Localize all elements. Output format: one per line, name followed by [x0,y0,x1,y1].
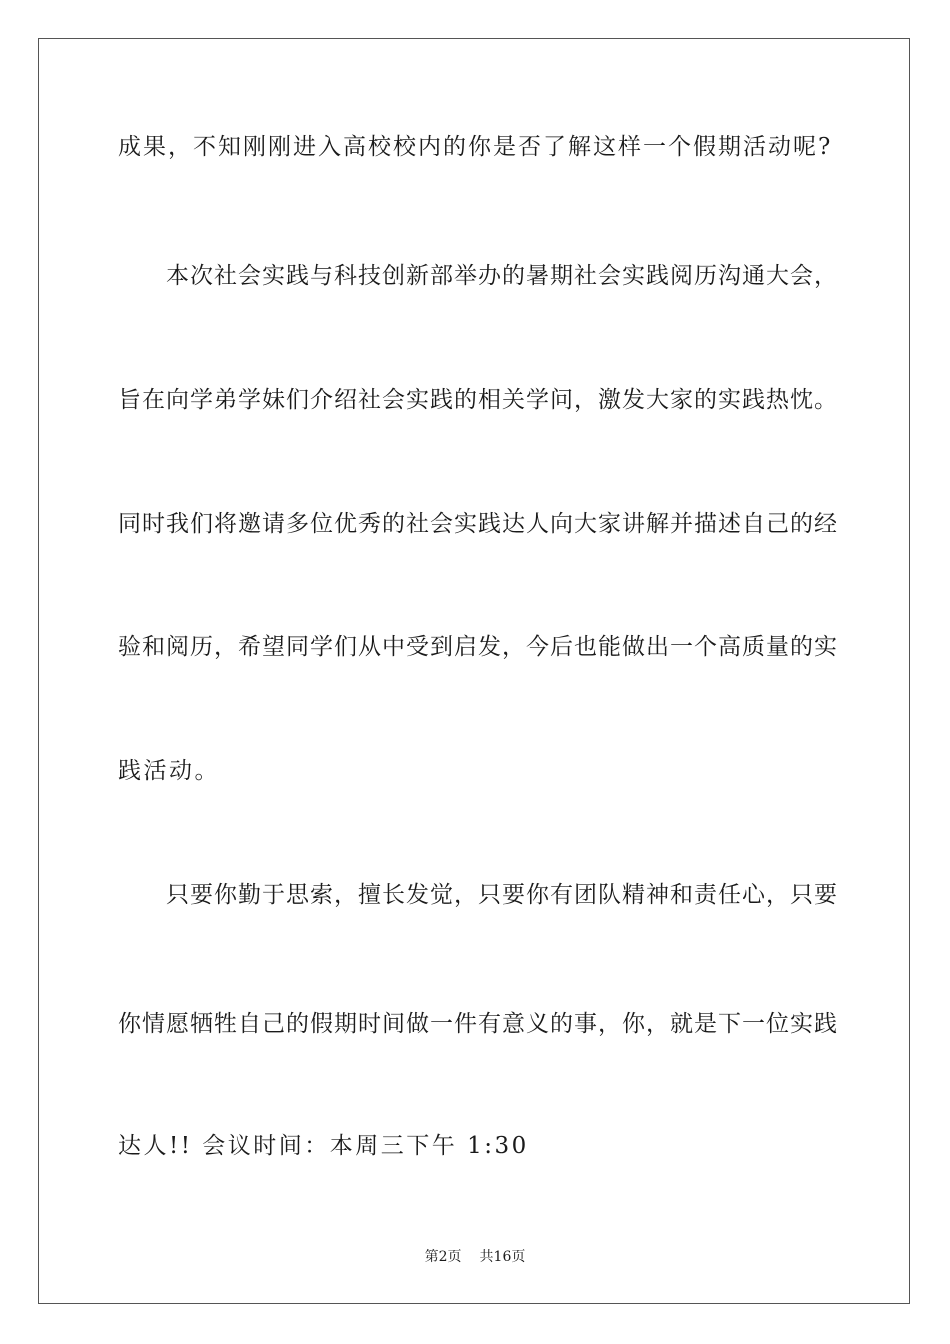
text-line: 只要你勤于思索，擅长发觉，只要你有团队精神和责任心，只要 [118,882,838,908]
text-line: 你情愿牺牲自己的假期时间做一件有意义的事，你，就是下一位实践 [118,1011,838,1037]
text-line: 达人!! 会议时间：本周三下午 1:30 [118,1133,529,1159]
page-footer [0,1247,950,1267]
text-line: 同时我们将邀请多位优秀的社会实践达人向大家讲解并描述自己的经 [118,511,838,537]
page-number: 第2页 [424,1249,462,1265]
text-line: 成果，不知刚刚进入高校校内的你是否了解这样一个假期活动呢? [118,134,833,160]
page-total: 共16页 [479,1249,526,1265]
text-line: 验和阅历，希望同学们从中受到启发，今后也能做出一个高质量的实 [118,634,838,660]
text-line: 本次社会实践与科技创新部举办的暑期社会实践阅历沟通大会， [118,263,838,289]
text-line: 旨在向学弟学妹们介绍社会实践的相关学问，激发大家的实践热忱。 [118,387,838,413]
page-border [38,38,910,1304]
text-line: 践活动。 [118,758,220,784]
